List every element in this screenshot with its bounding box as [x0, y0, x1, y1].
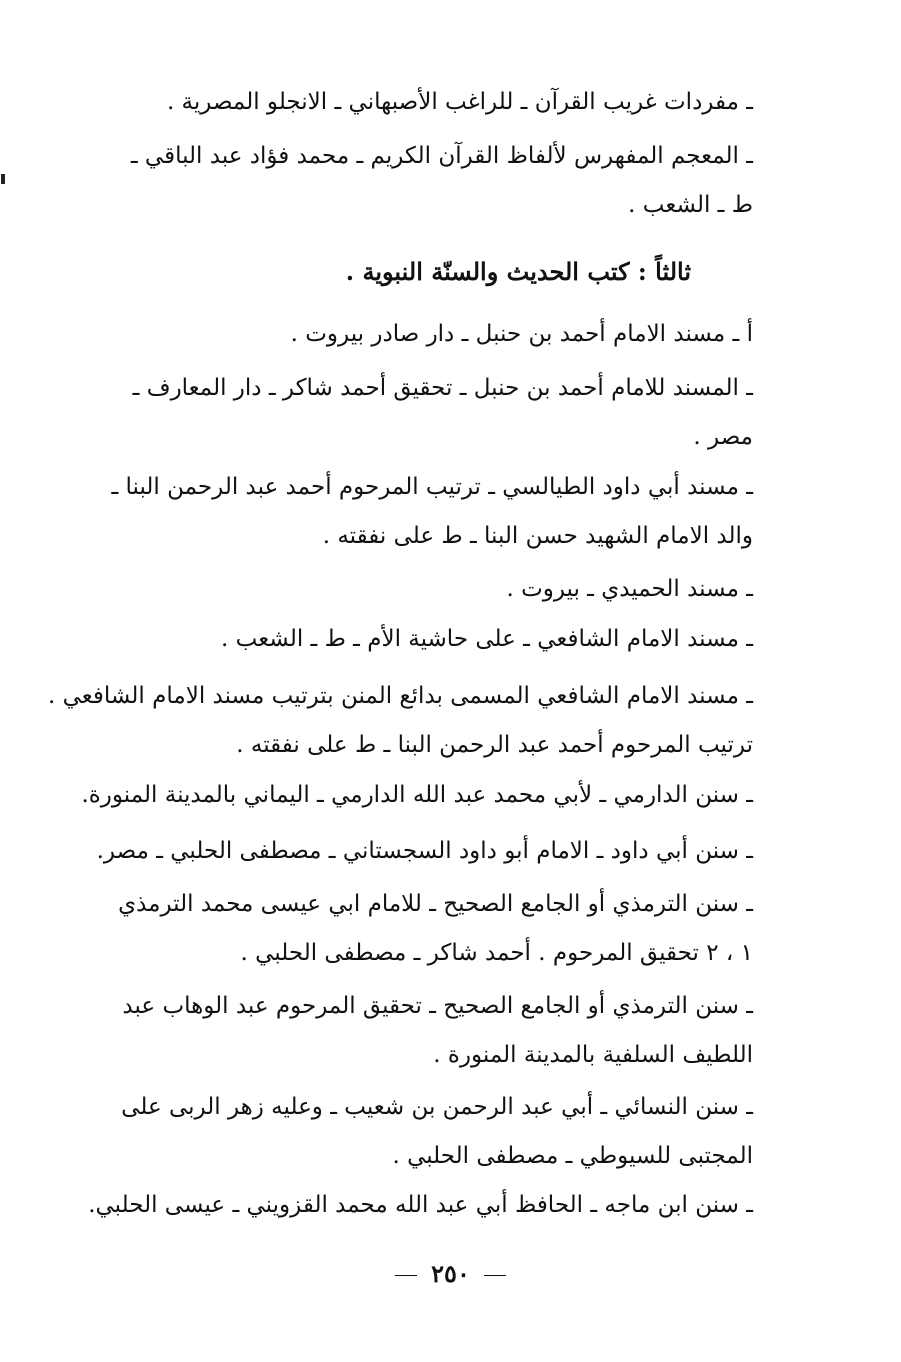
bibliography-entry — [93, 310, 753, 359]
page-number — [0, 1254, 901, 1294]
entry-line: المجتبى للسيوطي ـ مصطفى الحلبي . — [392, 1143, 753, 1169]
entry-line: ـ مسند الحميدي ـ بيروت . — [506, 576, 753, 602]
entry-line: ـ مسند الامام الشافعي المسمى بدائع المنن بترتيب مسند الامام الشافعي . — [48, 683, 753, 709]
entry-line: ـ المسند للامام أحمد بن حنبل ـ تحقيق أحمد شاكر ـ دار المعارف ـ — [132, 375, 753, 401]
entry-line: ـ سنن الدارمي ـ لأبي محمد عبد الله الدارمي ـ اليماني بالمدينة المنورة. — [81, 782, 753, 808]
entry-line: ـ المعجم المفهرس لألفاظ القرآن الكريم ـ محمد فؤاد عبد الباقي ـ — [130, 143, 753, 169]
bibliography-entry — [88, 1181, 753, 1230]
entry-line: اللطيف السلفية بالمدينة المنورة . — [433, 1042, 753, 1068]
entry-line: والد الامام الشهيد حسن البنا ـ ط على نفقته . — [322, 523, 753, 549]
bibliography-entry — [93, 1083, 753, 1181]
entry-line: ـ مفردات غريب القرآن ـ للراغب الأصبهاني ـ الانجلو المصرية . — [166, 89, 753, 115]
margin-mark — [1, 174, 5, 184]
entry-line: ـ سنن الترمذي أو الجامع الصحيح ـ للامام ابي عيسى محمد الترمذي — [118, 891, 753, 917]
bibliography-entry — [81, 771, 753, 820]
section-heading: ثالثاً : كتب الحديث والسنّة النبوية . — [345, 257, 691, 286]
bibliography-entry — [93, 827, 753, 876]
bibliography-entry — [93, 615, 753, 664]
entry-line: ـ سنن ابن ماجه ـ الحافظ أبي عبد الله محمد القزويني ـ عيسى الحلبي. — [88, 1192, 753, 1218]
entry-line: ـ مسند الامام الشافعي ـ على حاشية الأم ـ ط ـ الشعب . — [221, 626, 753, 652]
entry-line: ترتيب المرحوم أحمد عبد الرحمن البنا ـ ط على نفقته . — [236, 732, 753, 758]
bibliography-entry — [48, 672, 753, 770]
entry-line: أ ـ مسند الامام أحمد بن حنبل ـ دار صادر بيروت . — [290, 321, 753, 347]
page-number-text: ٢٥٠ — [431, 1259, 470, 1288]
bibliography-entry — [93, 364, 753, 462]
entry-line: ـ سنن النسائي ـ أبي عبد الرحمن بن شعيب ـ وعليه زهر الربى على — [121, 1094, 753, 1120]
bibliography-entry — [93, 132, 753, 230]
entry-line: ١ ، ٢ تحقيق المرحوم . أحمد شاكر ـ مصطفى الحلبي . — [240, 940, 753, 966]
page-number-dash-left — [484, 1275, 506, 1276]
bibliography-entry — [93, 982, 753, 1080]
entry-line: ط ـ الشعب . — [628, 192, 753, 218]
entry-line: ـ مسند أبي داود الطيالسي ـ ترتيب المرحوم أحمد عبد الرحمن البنا ـ — [111, 474, 753, 500]
page-number-dash-right — [395, 1275, 417, 1276]
bibliography-entry — [93, 78, 753, 127]
bibliography-entry — [93, 880, 753, 978]
bibliography-entry — [93, 565, 753, 614]
entry-line: ـ سنن أبي داود ـ الامام أبو داود السجستاني ـ مصطفى الحلبي ـ مصر. — [96, 838, 753, 864]
entry-line: ـ سنن الترمذي أو الجامع الصحيح ـ تحقيق المرحوم عبد الوهاب عبد — [122, 993, 753, 1019]
entry-line: مصر . — [693, 424, 753, 450]
bibliography-entry — [93, 463, 753, 561]
